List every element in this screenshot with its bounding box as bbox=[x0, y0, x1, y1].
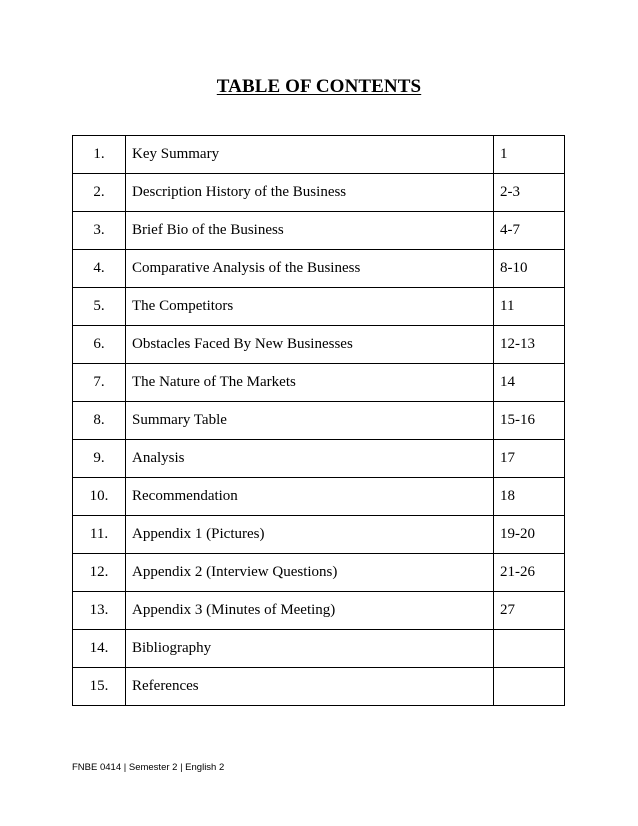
entry-title: The Nature of The Markets bbox=[126, 364, 494, 402]
entry-title: Recommendation bbox=[126, 478, 494, 516]
entry-number: 2. bbox=[73, 174, 126, 212]
entry-number: 10. bbox=[73, 478, 126, 516]
entry-title: Description History of the Business bbox=[126, 174, 494, 212]
entry-title: Key Summary bbox=[126, 136, 494, 174]
entry-page: 8-10 bbox=[494, 250, 565, 288]
entry-title: The Competitors bbox=[126, 288, 494, 326]
table-row bbox=[73, 440, 565, 478]
entry-title: Brief Bio of the Business bbox=[126, 212, 494, 250]
entry-page: 2-3 bbox=[494, 174, 565, 212]
entry-number: 4. bbox=[73, 250, 126, 288]
entry-number: 1. bbox=[73, 136, 126, 174]
entry-page: 18 bbox=[494, 478, 565, 516]
entry-title: Appendix 3 (Minutes of Meeting) bbox=[126, 592, 494, 630]
entry-title: Comparative Analysis of the Business bbox=[126, 250, 494, 288]
table-row bbox=[73, 592, 565, 630]
table-row bbox=[73, 364, 565, 402]
toc-body bbox=[73, 136, 565, 706]
table-row bbox=[73, 250, 565, 288]
entry-number: 15. bbox=[73, 668, 126, 706]
entry-page: 19-20 bbox=[494, 516, 565, 554]
entry-number: 6. bbox=[73, 326, 126, 364]
entry-page bbox=[494, 668, 565, 706]
entry-number: 8. bbox=[73, 402, 126, 440]
entry-page: 1 bbox=[494, 136, 565, 174]
entry-number: 9. bbox=[73, 440, 126, 478]
entry-title: Bibliography bbox=[126, 630, 494, 668]
entry-page bbox=[494, 630, 565, 668]
table-row bbox=[73, 478, 565, 516]
entry-title: References bbox=[126, 668, 494, 706]
entry-number: 14. bbox=[73, 630, 126, 668]
entry-title: Analysis bbox=[126, 440, 494, 478]
entry-number: 3. bbox=[73, 212, 126, 250]
table-row bbox=[73, 668, 565, 706]
entry-page: 21-26 bbox=[494, 554, 565, 592]
entry-title: Appendix 1 (Pictures) bbox=[126, 516, 494, 554]
table-row bbox=[73, 516, 565, 554]
table-row bbox=[73, 630, 565, 668]
page-title: TABLE OF CONTENTS bbox=[216, 76, 422, 97]
table-row bbox=[73, 174, 565, 212]
table-of-contents bbox=[72, 135, 565, 706]
entry-page: 27 bbox=[494, 592, 565, 630]
table-row bbox=[73, 554, 565, 592]
table-row bbox=[73, 288, 565, 326]
entry-number: 11. bbox=[73, 516, 126, 554]
table-row bbox=[73, 326, 565, 364]
entry-title: Appendix 2 (Interview Questions) bbox=[126, 554, 494, 592]
table-row bbox=[73, 136, 565, 174]
entry-page: 11 bbox=[494, 288, 565, 326]
entry-page: 17 bbox=[494, 440, 565, 478]
entry-number: 7. bbox=[73, 364, 126, 402]
entry-title: Summary Table bbox=[126, 402, 494, 440]
entry-number: 5. bbox=[73, 288, 126, 326]
entry-page: 12-13 bbox=[494, 326, 565, 364]
entry-page: 4-7 bbox=[494, 212, 565, 250]
table-row bbox=[73, 402, 565, 440]
entry-page: 14 bbox=[494, 364, 565, 402]
entry-number: 13. bbox=[73, 592, 126, 630]
table-row bbox=[73, 212, 565, 250]
page-footer: FNBE 0414 | Semester 2 | English 2 bbox=[72, 762, 225, 773]
entry-page: 15-16 bbox=[494, 402, 565, 440]
entry-number: 12. bbox=[73, 554, 126, 592]
entry-title: Obstacles Faced By New Businesses bbox=[126, 326, 494, 364]
